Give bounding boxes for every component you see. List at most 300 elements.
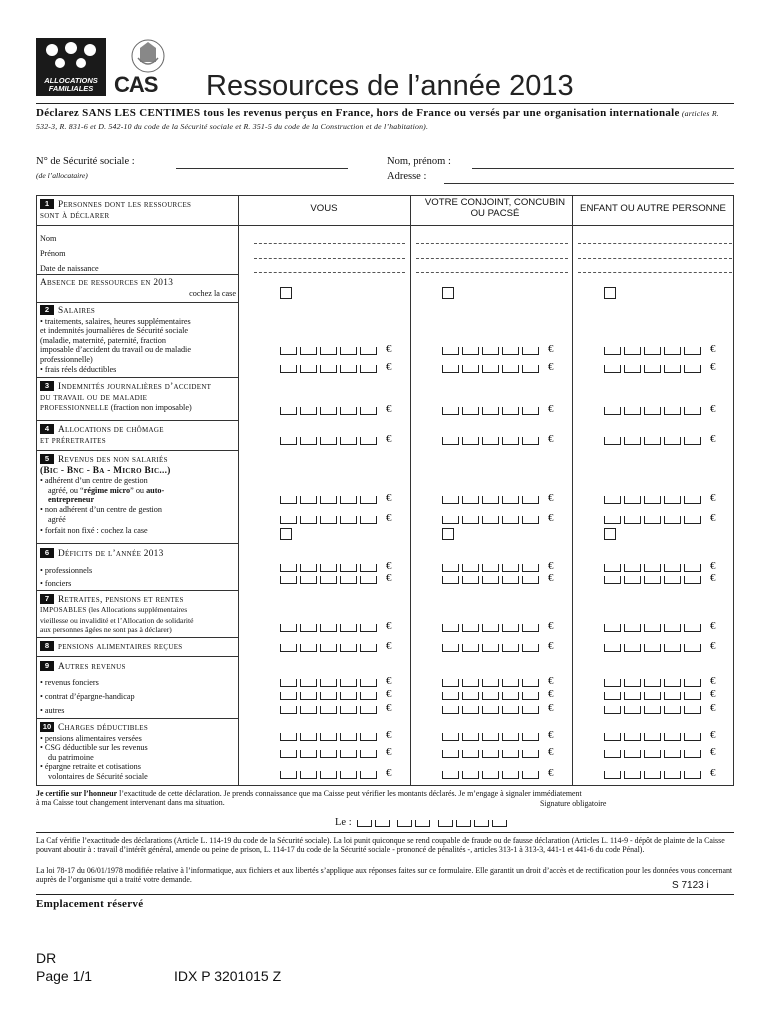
digit-box[interactable]	[664, 644, 681, 652]
digit-box[interactable]	[522, 624, 539, 632]
digit-box[interactable]	[360, 576, 377, 584]
digit-box[interactable]	[442, 706, 459, 714]
identity-field-vous[interactable]	[254, 272, 405, 273]
deficit-pro-enfant[interactable]	[604, 560, 720, 574]
digit-box[interactable]	[442, 437, 459, 445]
digit-box[interactable]	[320, 750, 337, 758]
digit-box[interactable]	[604, 624, 621, 632]
digit-box[interactable]	[604, 733, 621, 741]
digit-box[interactable]	[664, 496, 681, 504]
digit-box[interactable]	[300, 365, 317, 373]
digit-box[interactable]	[340, 706, 357, 714]
retraites-conjoint[interactable]	[442, 620, 558, 634]
digit-box[interactable]	[604, 644, 621, 652]
digit-box[interactable]	[360, 706, 377, 714]
digit-box[interactable]	[624, 624, 641, 632]
digit-box[interactable]	[462, 407, 479, 415]
digit-box[interactable]	[340, 496, 357, 504]
digit-box[interactable]	[522, 576, 539, 584]
indemnites-at-conjoint[interactable]	[442, 403, 558, 417]
digit-box[interactable]	[644, 733, 661, 741]
deficit-pro-vous[interactable]	[280, 560, 396, 574]
digit-box[interactable]	[644, 750, 661, 758]
digit-box[interactable]	[522, 644, 539, 652]
chomage-vous[interactable]	[280, 433, 396, 447]
digit-box[interactable]	[280, 644, 297, 652]
epargne-retraite-conjoint[interactable]	[442, 767, 558, 781]
epargne-retraite-vous[interactable]	[280, 767, 396, 781]
digit-box[interactable]	[482, 624, 499, 632]
digit-box[interactable]	[522, 771, 539, 779]
digit-box[interactable]	[360, 564, 377, 572]
pensions-versees-vous[interactable]	[280, 729, 396, 743]
digit-box[interactable]	[340, 347, 357, 355]
digit-box[interactable]	[482, 496, 499, 504]
pensions-recues-enfant[interactable]	[604, 640, 720, 654]
digit-box[interactable]	[462, 733, 479, 741]
digit-box[interactable]	[462, 576, 479, 584]
digit-box[interactable]	[320, 733, 337, 741]
digit-box[interactable]	[664, 750, 681, 758]
digit-box[interactable]	[280, 437, 297, 445]
date-digit-box[interactable]	[474, 820, 489, 827]
digit-box[interactable]	[320, 576, 337, 584]
digit-box[interactable]	[280, 624, 297, 632]
digit-box[interactable]	[522, 750, 539, 758]
digit-box[interactable]	[340, 576, 357, 584]
digit-box[interactable]	[462, 437, 479, 445]
digit-box[interactable]	[340, 771, 357, 779]
absence-checkbox-enfant[interactable]	[604, 287, 616, 299]
digit-box[interactable]	[442, 516, 459, 524]
digit-box[interactable]	[502, 706, 519, 714]
epargne-handicap-conjoint[interactable]	[442, 688, 558, 702]
digit-box[interactable]	[604, 750, 621, 758]
digit-box[interactable]	[624, 407, 641, 415]
digit-box[interactable]	[624, 576, 641, 584]
digit-box[interactable]	[684, 692, 701, 700]
digit-box[interactable]	[624, 750, 641, 758]
digit-box[interactable]	[644, 706, 661, 714]
digit-box[interactable]	[462, 624, 479, 632]
digit-box[interactable]	[624, 347, 641, 355]
digit-box[interactable]	[684, 516, 701, 524]
digit-box[interactable]	[604, 407, 621, 415]
digit-box[interactable]	[664, 706, 681, 714]
digit-box[interactable]	[300, 750, 317, 758]
digit-box[interactable]	[280, 750, 297, 758]
digit-box[interactable]	[664, 576, 681, 584]
epargne-retraite-enfant[interactable]	[604, 767, 720, 781]
digit-box[interactable]	[644, 437, 661, 445]
digit-box[interactable]	[482, 706, 499, 714]
digit-box[interactable]	[340, 365, 357, 373]
digit-box[interactable]	[280, 692, 297, 700]
bic-non-adherent-conjoint[interactable]	[442, 512, 558, 526]
pensions-recues-conjoint[interactable]	[442, 640, 558, 654]
csg-deductible-enfant[interactable]	[604, 746, 720, 760]
digit-box[interactable]	[340, 407, 357, 415]
digit-box[interactable]	[502, 516, 519, 524]
digit-box[interactable]	[644, 564, 661, 572]
salaires-conjoint[interactable]	[442, 343, 558, 357]
digit-box[interactable]	[482, 750, 499, 758]
epargne-handicap-vous[interactable]	[280, 688, 396, 702]
digit-box[interactable]	[340, 692, 357, 700]
digit-box[interactable]	[280, 407, 297, 415]
digit-box[interactable]	[320, 407, 337, 415]
digit-box[interactable]	[522, 347, 539, 355]
digit-box[interactable]	[462, 644, 479, 652]
digit-box[interactable]	[624, 706, 641, 714]
identity-field-vous[interactable]	[254, 258, 405, 259]
digit-box[interactable]	[644, 516, 661, 524]
digit-box[interactable]	[664, 437, 681, 445]
digit-box[interactable]	[502, 496, 519, 504]
identity-field-enfant[interactable]	[578, 272, 732, 273]
digit-box[interactable]	[300, 437, 317, 445]
csg-deductible-conjoint[interactable]	[442, 746, 558, 760]
digit-box[interactable]	[442, 576, 459, 584]
retraites-enfant[interactable]	[604, 620, 720, 634]
pensions-recues-vous[interactable]	[280, 640, 396, 654]
digit-box[interactable]	[502, 771, 519, 779]
digit-box[interactable]	[644, 496, 661, 504]
digit-box[interactable]	[462, 706, 479, 714]
digit-box[interactable]	[280, 576, 297, 584]
digit-box[interactable]	[442, 624, 459, 632]
digit-box[interactable]	[502, 679, 519, 687]
retraites-vous[interactable]	[280, 620, 396, 634]
digit-box[interactable]	[502, 733, 519, 741]
digit-box[interactable]	[442, 771, 459, 779]
digit-box[interactable]	[624, 516, 641, 524]
digit-box[interactable]	[604, 679, 621, 687]
digit-box[interactable]	[624, 771, 641, 779]
digit-box[interactable]	[462, 750, 479, 758]
digit-box[interactable]	[502, 644, 519, 652]
digit-box[interactable]	[300, 706, 317, 714]
digit-box[interactable]	[684, 437, 701, 445]
digit-box[interactable]	[340, 733, 357, 741]
deficit-foncier-enfant[interactable]	[604, 572, 720, 586]
digit-box[interactable]	[644, 692, 661, 700]
digit-box[interactable]	[320, 564, 337, 572]
digit-box[interactable]	[300, 692, 317, 700]
digit-box[interactable]	[482, 365, 499, 373]
digit-box[interactable]	[664, 733, 681, 741]
digit-box[interactable]	[280, 564, 297, 572]
deficit-pro-conjoint[interactable]	[442, 560, 558, 574]
digit-box[interactable]	[684, 750, 701, 758]
digit-box[interactable]	[340, 624, 357, 632]
digit-box[interactable]	[280, 516, 297, 524]
digit-box[interactable]	[502, 564, 519, 572]
digit-box[interactable]	[280, 706, 297, 714]
digit-box[interactable]	[340, 679, 357, 687]
digit-box[interactable]	[644, 624, 661, 632]
digit-box[interactable]	[300, 624, 317, 632]
address-input[interactable]	[444, 183, 734, 184]
digit-box[interactable]	[320, 496, 337, 504]
digit-box[interactable]	[684, 564, 701, 572]
identity-field-conjoint[interactable]	[416, 243, 568, 244]
digit-box[interactable]	[502, 437, 519, 445]
digit-box[interactable]	[664, 407, 681, 415]
digit-box[interactable]	[624, 564, 641, 572]
digit-box[interactable]	[482, 437, 499, 445]
indemnites-at-vous[interactable]	[280, 403, 396, 417]
digit-box[interactable]	[482, 733, 499, 741]
digit-box[interactable]	[442, 733, 459, 741]
digit-box[interactable]	[502, 576, 519, 584]
digit-box[interactable]	[300, 407, 317, 415]
digit-box[interactable]	[280, 771, 297, 779]
digit-box[interactable]	[502, 347, 519, 355]
digit-box[interactable]	[320, 692, 337, 700]
identity-field-enfant[interactable]	[578, 258, 732, 259]
date-digit-box[interactable]	[357, 820, 372, 827]
digit-box[interactable]	[684, 365, 701, 373]
digit-box[interactable]	[684, 771, 701, 779]
digit-box[interactable]	[340, 437, 357, 445]
date-digit-box[interactable]	[492, 820, 507, 827]
digit-box[interactable]	[604, 347, 621, 355]
digit-box[interactable]	[502, 407, 519, 415]
digit-box[interactable]	[462, 692, 479, 700]
date-digit-box[interactable]	[438, 820, 453, 827]
digit-box[interactable]	[320, 644, 337, 652]
digit-box[interactable]	[360, 771, 377, 779]
digit-box[interactable]	[320, 624, 337, 632]
digit-box[interactable]	[522, 733, 539, 741]
digit-box[interactable]	[300, 771, 317, 779]
digit-box[interactable]	[684, 576, 701, 584]
revenus-fonciers-enfant[interactable]	[604, 675, 720, 689]
digit-box[interactable]	[522, 365, 539, 373]
digit-box[interactable]	[624, 496, 641, 504]
digit-box[interactable]	[482, 692, 499, 700]
digit-box[interactable]	[320, 771, 337, 779]
autres-revenus-vous[interactable]	[280, 702, 396, 716]
frais-reels-vous[interactable]	[280, 361, 396, 375]
digit-box[interactable]	[522, 679, 539, 687]
digit-box[interactable]	[624, 644, 641, 652]
salaires-enfant[interactable]	[604, 343, 720, 357]
digit-box[interactable]	[604, 706, 621, 714]
digit-box[interactable]	[502, 692, 519, 700]
digit-box[interactable]	[624, 679, 641, 687]
digit-box[interactable]	[624, 733, 641, 741]
digit-box[interactable]	[482, 516, 499, 524]
digit-box[interactable]	[442, 644, 459, 652]
digit-box[interactable]	[482, 564, 499, 572]
digit-box[interactable]	[604, 771, 621, 779]
name-input[interactable]	[472, 168, 734, 169]
digit-box[interactable]	[664, 564, 681, 572]
digit-box[interactable]	[502, 624, 519, 632]
digit-box[interactable]	[360, 679, 377, 687]
digit-box[interactable]	[624, 365, 641, 373]
digit-box[interactable]	[320, 365, 337, 373]
digit-box[interactable]	[624, 437, 641, 445]
frais-reels-enfant[interactable]	[604, 361, 720, 375]
digit-box[interactable]	[604, 576, 621, 584]
autres-revenus-enfant[interactable]	[604, 702, 720, 716]
digit-box[interactable]	[482, 771, 499, 779]
identity-field-conjoint[interactable]	[416, 272, 568, 273]
chomage-enfant[interactable]	[604, 433, 720, 447]
digit-box[interactable]	[684, 706, 701, 714]
digit-box[interactable]	[360, 733, 377, 741]
forfait-checkbox-vous[interactable]	[280, 528, 292, 540]
bic-non-adherent-vous[interactable]	[280, 512, 396, 526]
digit-box[interactable]	[300, 679, 317, 687]
identity-field-conjoint[interactable]	[416, 258, 568, 259]
digit-box[interactable]	[300, 496, 317, 504]
digit-box[interactable]	[604, 496, 621, 504]
digit-box[interactable]	[644, 347, 661, 355]
digit-box[interactable]	[300, 733, 317, 741]
autres-revenus-conjoint[interactable]	[442, 702, 558, 716]
digit-box[interactable]	[664, 516, 681, 524]
digit-box[interactable]	[522, 437, 539, 445]
digit-box[interactable]	[442, 347, 459, 355]
digit-box[interactable]	[442, 750, 459, 758]
digit-box[interactable]	[644, 771, 661, 779]
digit-box[interactable]	[320, 706, 337, 714]
absence-checkbox-vous[interactable]	[280, 287, 292, 299]
digit-box[interactable]	[462, 347, 479, 355]
digit-box[interactable]	[360, 347, 377, 355]
digit-box[interactable]	[664, 771, 681, 779]
bic-adherent-conjoint[interactable]	[442, 492, 558, 506]
digit-box[interactable]	[442, 496, 459, 504]
digit-box[interactable]	[280, 733, 297, 741]
digit-box[interactable]	[360, 407, 377, 415]
digit-box[interactable]	[664, 692, 681, 700]
digit-box[interactable]	[442, 679, 459, 687]
digit-box[interactable]	[360, 496, 377, 504]
digit-box[interactable]	[320, 437, 337, 445]
digit-box[interactable]	[462, 516, 479, 524]
digit-box[interactable]	[644, 644, 661, 652]
digit-box[interactable]	[482, 679, 499, 687]
digit-box[interactable]	[604, 564, 621, 572]
digit-box[interactable]	[482, 576, 499, 584]
digit-box[interactable]	[300, 576, 317, 584]
pensions-versees-enfant[interactable]	[604, 729, 720, 743]
csg-deductible-vous[interactable]	[280, 746, 396, 760]
digit-box[interactable]	[320, 679, 337, 687]
date-digit-box[interactable]	[456, 820, 471, 827]
digit-box[interactable]	[684, 407, 701, 415]
digit-box[interactable]	[684, 733, 701, 741]
digit-box[interactable]	[664, 365, 681, 373]
digit-box[interactable]	[644, 679, 661, 687]
digit-box[interactable]	[502, 750, 519, 758]
digit-box[interactable]	[320, 347, 337, 355]
digit-box[interactable]	[482, 407, 499, 415]
digit-box[interactable]	[280, 679, 297, 687]
digit-box[interactable]	[300, 564, 317, 572]
digit-box[interactable]	[360, 624, 377, 632]
indemnites-at-enfant[interactable]	[604, 403, 720, 417]
digit-box[interactable]	[340, 516, 357, 524]
chomage-conjoint[interactable]	[442, 433, 558, 447]
digit-box[interactable]	[360, 437, 377, 445]
digit-box[interactable]	[442, 365, 459, 373]
date-digit-box[interactable]	[397, 820, 412, 827]
identity-field-enfant[interactable]	[578, 243, 732, 244]
digit-box[interactable]	[684, 624, 701, 632]
digit-box[interactable]	[340, 750, 357, 758]
digit-box[interactable]	[482, 347, 499, 355]
date-digit-box[interactable]	[375, 820, 390, 827]
identity-field-vous[interactable]	[254, 243, 405, 244]
digit-box[interactable]	[462, 365, 479, 373]
digit-box[interactable]	[280, 347, 297, 355]
bic-non-adherent-enfant[interactable]	[604, 512, 720, 526]
digit-box[interactable]	[684, 347, 701, 355]
digit-box[interactable]	[462, 496, 479, 504]
digit-box[interactable]	[664, 679, 681, 687]
digit-box[interactable]	[522, 706, 539, 714]
digit-box[interactable]	[604, 516, 621, 524]
digit-box[interactable]	[340, 644, 357, 652]
digit-box[interactable]	[360, 750, 377, 758]
epargne-handicap-enfant[interactable]	[604, 688, 720, 702]
digit-box[interactable]	[442, 564, 459, 572]
digit-box[interactable]	[300, 644, 317, 652]
digit-box[interactable]	[684, 496, 701, 504]
digit-box[interactable]	[522, 407, 539, 415]
digit-box[interactable]	[644, 365, 661, 373]
revenus-fonciers-vous[interactable]	[280, 675, 396, 689]
digit-box[interactable]	[360, 516, 377, 524]
digit-box[interactable]	[320, 516, 337, 524]
digit-box[interactable]	[604, 692, 621, 700]
digit-box[interactable]	[604, 437, 621, 445]
digit-box[interactable]	[442, 692, 459, 700]
revenus-fonciers-conjoint[interactable]	[442, 675, 558, 689]
digit-box[interactable]	[360, 692, 377, 700]
digit-box[interactable]	[522, 516, 539, 524]
digit-box[interactable]	[684, 679, 701, 687]
deficit-foncier-conjoint[interactable]	[442, 572, 558, 586]
digit-box[interactable]	[442, 407, 459, 415]
digit-box[interactable]	[502, 365, 519, 373]
digit-box[interactable]	[522, 564, 539, 572]
digit-box[interactable]	[604, 365, 621, 373]
digit-box[interactable]	[280, 365, 297, 373]
forfait-checkbox-enfant[interactable]	[604, 528, 616, 540]
digit-box[interactable]	[482, 644, 499, 652]
digit-box[interactable]	[340, 564, 357, 572]
digit-box[interactable]	[644, 576, 661, 584]
deficit-foncier-vous[interactable]	[280, 572, 396, 586]
digit-box[interactable]	[664, 347, 681, 355]
bic-adherent-vous[interactable]	[280, 492, 396, 506]
date-digit-box[interactable]	[415, 820, 430, 827]
digit-box[interactable]	[360, 365, 377, 373]
absence-checkbox-conjoint[interactable]	[442, 287, 454, 299]
digit-box[interactable]	[300, 516, 317, 524]
digit-box[interactable]	[300, 347, 317, 355]
digit-box[interactable]	[522, 692, 539, 700]
pensions-versees-conjoint[interactable]	[442, 729, 558, 743]
bic-adherent-enfant[interactable]	[604, 492, 720, 506]
